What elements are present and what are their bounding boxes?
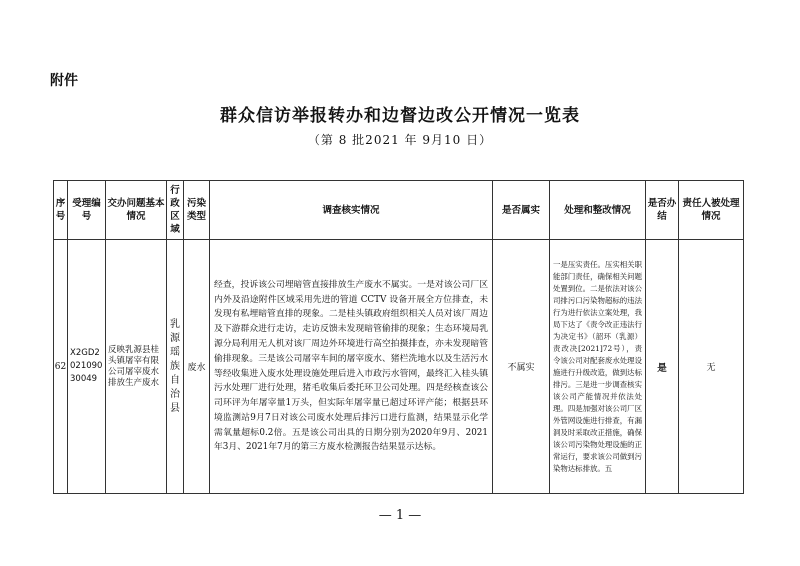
cell-findings: 经查，投诉该公司埋暗管直接排放生产废水不属实。一是对该公司厂区内外及沿途附件区域采用先进的管道 CCTV 设备开展全方位排查，未发现有私埋暗管直排的现象。二是桂头镇政府组织相关人员对该厂周边及下游群众进行走访，走访反馈未发现暗管偷排的现象；生态环境局乳源分局利用无人机对该厂周边外环境进行高空拍摄排查，亦未发现暗管偷排现象。三是该公司屠宰车间的屠宰废水、猪栏洗地水以及生活污水等经收集进入废水处理设施处理后进入市政污水管网，最终汇入桂头镇污水处理厂进行处理，猪毛收集后委托环卫公司处理。四是经核查该公司环评为年屠宰量1万头，但实际年屠宰量已超过环评产能；根据县环境监测站9月7日对该公司废水处理后排污口进行监测，结果显示化学需氧量超标0.2倍。五是该公司出具的日期分别为2020年9月、2021年3月、2021年7月的第三方废水检测报告结果显示达标。 xyxy=(210,240,493,494)
attachment-label: 附件 xyxy=(50,73,78,89)
cell-pollution-type: 废水 xyxy=(184,240,210,494)
header-rectification: 处理和整改情况 xyxy=(550,181,646,240)
header-issue: 交办问题基本情况 xyxy=(106,181,167,240)
header-code: 受理编号 xyxy=(68,181,106,240)
cell-responsibility: 无 xyxy=(679,240,744,494)
header-completed: 是否办结 xyxy=(646,181,679,240)
header-area: 行政区域 xyxy=(167,181,184,240)
header-is-fact: 是否属实 xyxy=(493,181,550,240)
complaint-table xyxy=(53,180,744,494)
cell-issue: 反映乳源县桂头镇屠宰有限公司屠宰废水排放生产废水 xyxy=(106,240,167,494)
cell-code: X2GD202109030049 xyxy=(68,240,106,494)
cell-no: 62 xyxy=(54,240,68,494)
cell-rectification: 一是压实责任。压实相关职能部门责任，确保相关问题处置到位。二是依法对该公司排污口污染物超标的违法行为进行依法立案处理，我局下达了《责令改正违法行为决定书》（韶环（乳源）责改决[2021]72号），责令该公司对配套废水处理设施进行升级改造，做到达标排污。三是进一步调查核实该公司产能情况并依法处理。四是加强对该公司厂区外管网设施进行排查，有漏洞及时采取改正措施，确保该公司污染物处理设施的正常运行，要求该公司做到污染物达标排放。五 xyxy=(550,240,646,494)
header-no: 序号 xyxy=(54,181,68,240)
document-title: 群众信访举报转办和边督边改公开情况一览表 xyxy=(220,106,580,126)
table-header-row xyxy=(54,181,744,240)
cell-is-fact: 不属实 xyxy=(493,240,550,494)
page-number: — 1 — xyxy=(378,508,422,523)
table-row xyxy=(54,240,744,494)
header-pollution-type: 污染类型 xyxy=(184,181,210,240)
header-responsibility: 责任人被处理情况 xyxy=(679,181,744,240)
header-findings: 调查核实情况 xyxy=(210,181,493,240)
batch-date: （第 8 批2021 年 9月10 日） xyxy=(307,133,493,147)
cell-completed: 是 xyxy=(646,240,679,494)
cell-area: 乳源瑶族自治县 xyxy=(167,240,184,494)
